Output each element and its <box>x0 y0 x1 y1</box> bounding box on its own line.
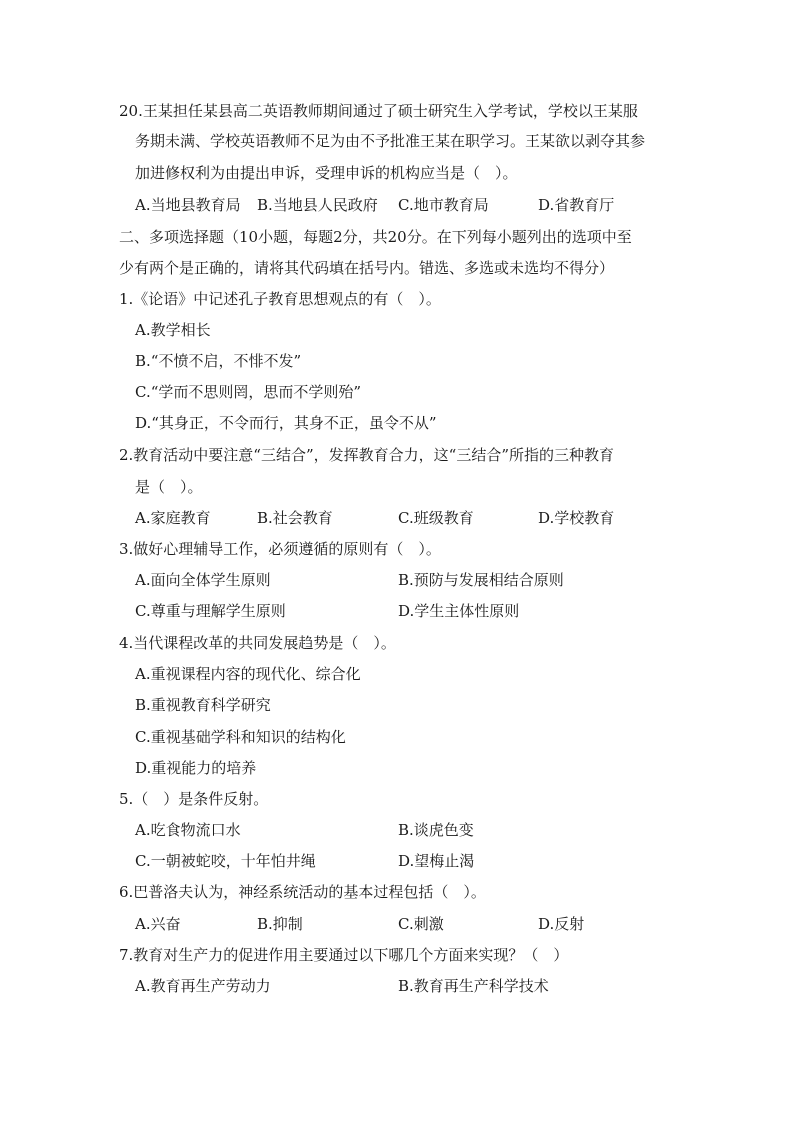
q20-option-b: B.当地县人民政府 <box>257 196 378 214</box>
m6-option-b: B.抑制 <box>257 915 303 933</box>
m5-option-d: D.望梅止渴 <box>398 852 475 870</box>
m7-stem: 7.教育对生产力的促进作用主要通过以下哪几个方面来实现？（ ） <box>119 946 569 964</box>
m4-option-c: C.重视基础学科和知识的结构化 <box>135 728 346 746</box>
m5-option-c: C.一朝被蛇咬，十年怕井绳 <box>135 852 316 870</box>
m5-option-b: B.谈虎色变 <box>398 821 474 839</box>
m7-option-b: B.教育再生产科学技术 <box>398 977 549 995</box>
m2-option-a: A.家庭教育 <box>135 509 211 527</box>
m1-option-c: C.“学而不思则罔，思而不学则殆” <box>135 383 362 401</box>
m2-stem-line-1: 2.教育活动中要注意“三结合”，发挥教育合力，这“三结合”所指的三种教育 <box>119 446 614 464</box>
m4-option-b: B.重视教育科学研究 <box>135 696 271 714</box>
m4-option-d: D.重视能力的培养 <box>135 759 257 777</box>
q20-stem-line-1: 20.王某担任某县高二英语教师期间通过了硕士研究生入学考试，学校以王某服 <box>119 102 638 120</box>
q20-option-c: C.地市教育局 <box>398 196 489 214</box>
q20-option-d: D.省教育厅 <box>538 196 615 214</box>
m1-option-d: D.“其身正，不令而行，其身不正，虽令不从” <box>135 414 437 432</box>
m1-option-a: A.教学相长 <box>135 321 211 339</box>
m4-stem: 4.当代课程改革的共同发展趋势是（ ）。 <box>119 634 396 652</box>
q20-stem-line-3: 加进修权利为由提出申诉，受理申诉的机构应当是（ ）。 <box>135 164 518 182</box>
m6-option-a: A.兴奋 <box>135 915 181 933</box>
m3-option-a: A.面向全体学生原则 <box>135 571 271 589</box>
m6-stem: 6.巴普洛夫认为，神经系统活动的基本过程包括（ ）。 <box>119 883 486 901</box>
m5-option-a: A.吃食物流口水 <box>135 821 241 839</box>
m4-option-a: A.重视课程内容的现代化、综合化 <box>135 665 361 683</box>
m1-option-b: B.“不愤不启，不悱不发” <box>135 352 302 370</box>
section-2-heading-line-2: 少有两个是正确的，请将其代码填在括号内。错选、多选或未选均不得分） <box>119 259 615 277</box>
q20-option-a: A.当地县教育局 <box>135 196 241 214</box>
m2-stem-line-2: 是（ ）。 <box>135 478 203 496</box>
m5-stem: 5.（ ）是条件反射。 <box>119 790 269 808</box>
m7-option-a: A.教育再生产劳动力 <box>135 977 271 995</box>
q20-stem-line-2: 务期未满、学校英语教师不足为由不予批准王某在职学习。王某欲以剥夺其参 <box>135 132 646 150</box>
section-2-heading-line-1: 二、多项选择题（10小题，每题2分，共20分。在下列每小题列出的选项中至 <box>119 228 632 246</box>
m3-stem: 3.做好心理辅导工作，必须遵循的原则有（ ）。 <box>119 540 441 558</box>
m2-option-b: B.社会教育 <box>257 509 333 527</box>
m3-option-d: D.学生主体性原则 <box>398 602 520 620</box>
m6-option-d: D.反射 <box>538 915 585 933</box>
m2-option-c: C.班级教育 <box>398 509 474 527</box>
m6-option-c: C.刺激 <box>398 915 444 933</box>
m3-option-c: C.尊重与理解学生原则 <box>135 602 286 620</box>
m2-option-d: D.学校教育 <box>538 509 615 527</box>
m1-stem: 1.《论语》中记述孔子教育思想观点的有（ ）。 <box>119 290 441 308</box>
m3-option-b: B.预防与发展相结合原则 <box>398 571 564 589</box>
